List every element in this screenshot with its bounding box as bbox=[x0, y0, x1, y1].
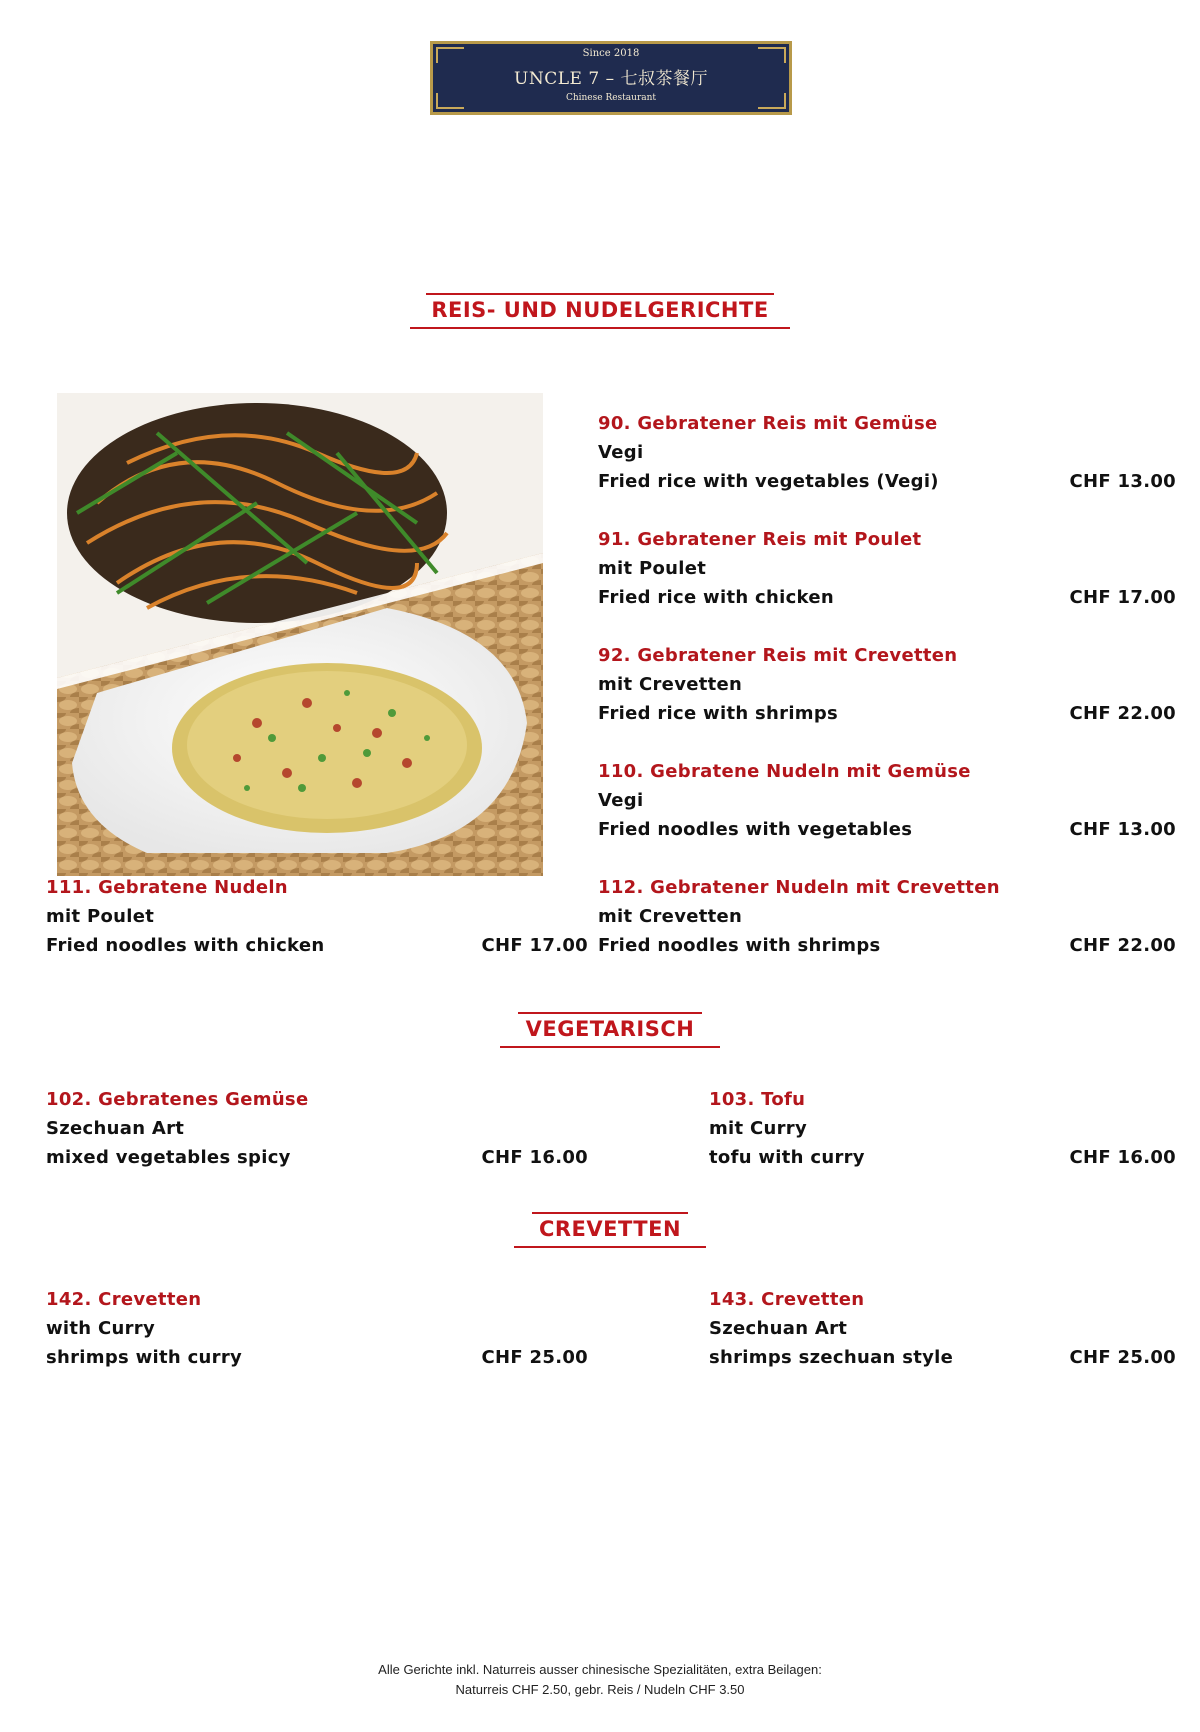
menu-item-102 bbox=[46, 1085, 588, 1172]
menu-item-title: 91. Gebratener Reis mit Poulet bbox=[598, 529, 922, 550]
section-title-vegetarisch bbox=[500, 1012, 720, 1048]
menu-item-desc: mit Crevetten bbox=[598, 906, 743, 927]
menu-item-price: CHF 22.00 bbox=[1069, 935, 1176, 956]
menu-item-price: CHF 17.00 bbox=[1069, 587, 1176, 608]
section-title-reis bbox=[400, 293, 800, 329]
menu-item-112 bbox=[598, 873, 1176, 960]
menu-item-desc: Vegi bbox=[598, 442, 644, 463]
menu-item-title: 102. Gebratenes Gemüse bbox=[46, 1089, 309, 1110]
menu-item-english: tofu with curry bbox=[709, 1147, 865, 1168]
menu-item-title: 112. Gebratener Nudeln mit Crevetten bbox=[598, 877, 1000, 898]
section-title-crevetten bbox=[514, 1212, 706, 1248]
menu-item-desc: Szechuan Art bbox=[709, 1318, 848, 1339]
menu-item-english: Fried noodles with chicken bbox=[46, 935, 325, 956]
menu-item-price: CHF 25.00 bbox=[481, 1347, 588, 1368]
menu-item-english: Fried rice with shrimps bbox=[598, 703, 839, 724]
menu-item-price: CHF 17.00 bbox=[481, 935, 588, 956]
menu-item-title: 111. Gebratene Nudeln bbox=[46, 877, 288, 898]
menu-item-111 bbox=[46, 873, 588, 960]
menu-item-desc: Szechuan Art bbox=[46, 1118, 185, 1139]
menu-item-title: 143. Crevetten bbox=[709, 1289, 865, 1310]
section-title-vegetarisch-text: VEGETARISCH bbox=[525, 1017, 695, 1041]
logo-since: Since 2018 bbox=[582, 48, 640, 59]
menu-item-english: Fried rice with vegetables (Vegi) bbox=[598, 471, 939, 492]
dish-photo bbox=[57, 393, 543, 876]
menu-item-title: 110. Gebratene Nudeln mit Gemüse bbox=[598, 761, 971, 782]
menu-item-english: Fried noodles with vegetables bbox=[598, 819, 913, 840]
menu-item-90 bbox=[598, 409, 1176, 496]
menu-item-title: 142. Crevetten bbox=[46, 1289, 202, 1310]
menu-item-price: CHF 22.00 bbox=[1069, 703, 1176, 724]
logo-subtitle: Chinese Restaurant bbox=[565, 93, 657, 103]
menu-item-92 bbox=[598, 641, 1176, 728]
menu-item-english: mixed vegetables spicy bbox=[46, 1147, 291, 1168]
menu-item-price: CHF 13.00 bbox=[1069, 471, 1176, 492]
menu-item-title: 90. Gebratener Reis mit Gemüse bbox=[598, 413, 938, 434]
menu-item-desc: mit Poulet bbox=[46, 906, 155, 927]
menu-item-english: shrimps with curry bbox=[46, 1347, 243, 1368]
footer-line-1: Alle Gerichte inkl. Naturreis ausser chinesische Spezialitäten, extra Beilagen: bbox=[378, 1662, 822, 1677]
menu-item-title: 92. Gebratener Reis mit Crevetten bbox=[598, 645, 958, 666]
menu-item-desc: mit Poulet bbox=[598, 558, 707, 579]
menu-item-desc: with Curry bbox=[46, 1318, 155, 1339]
menu-item-103 bbox=[709, 1085, 1176, 1172]
menu-item-desc: mit Curry bbox=[709, 1118, 808, 1139]
section-title-reis-text: REIS- UND NUDELGERICHTE bbox=[431, 298, 769, 322]
menu-item-143 bbox=[709, 1285, 1176, 1372]
menu-item-price: CHF 13.00 bbox=[1069, 819, 1176, 840]
menu-item-desc: mit Crevetten bbox=[598, 674, 743, 695]
section-title-crevetten-text: CREVETTEN bbox=[538, 1217, 682, 1241]
menu-item-142 bbox=[46, 1285, 588, 1372]
footer-line-2: Naturreis CHF 2.50, gebr. Reis / Nudeln CHF 3.50 bbox=[455, 1682, 745, 1697]
menu-item-english: Fried noodles with shrimps bbox=[598, 935, 881, 956]
menu-item-price: CHF 16.00 bbox=[481, 1147, 588, 1168]
menu-item-title: 103. Tofu bbox=[709, 1089, 806, 1110]
menu-item-91 bbox=[598, 525, 1176, 612]
menu-item-english: shrimps szechuan style bbox=[709, 1347, 954, 1368]
menu-item-110 bbox=[598, 757, 1176, 844]
footer-note bbox=[0, 1660, 1200, 1700]
menu-item-desc: Vegi bbox=[598, 790, 644, 811]
menu-item-english: Fried rice with chicken bbox=[598, 587, 834, 608]
logo-name: UNCLE 7 – 七叔茶餐厅 bbox=[514, 69, 708, 89]
restaurant-logo bbox=[430, 41, 792, 115]
menu-item-price: CHF 16.00 bbox=[1069, 1147, 1176, 1168]
menu-item-price: CHF 25.00 bbox=[1069, 1347, 1176, 1368]
